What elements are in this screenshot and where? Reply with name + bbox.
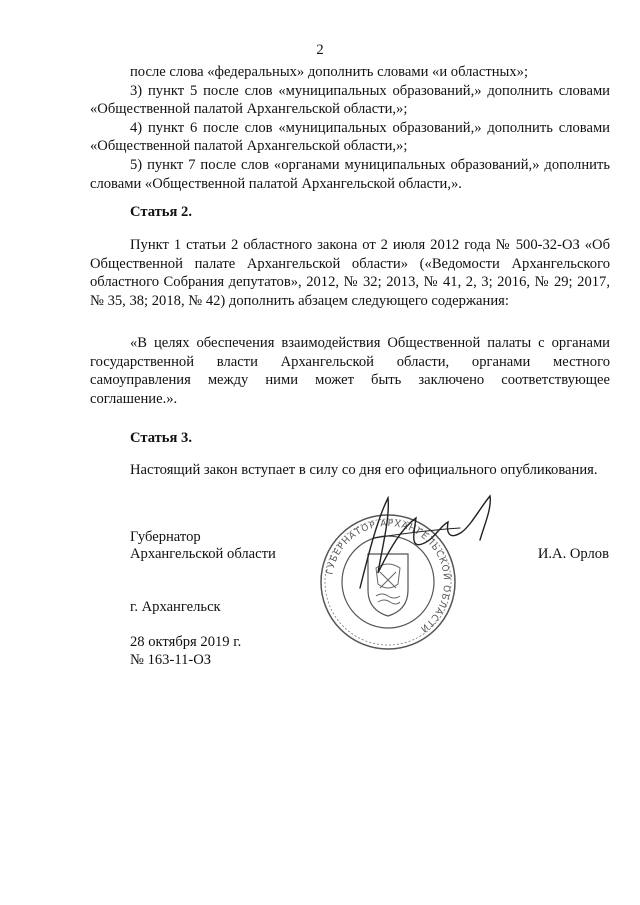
amendment-item: 5) пункт 7 после слов «органами муниципальных образований,» дополнить словами «Общественной палатой Архангельской области,». [90, 156, 610, 192]
handwritten-signature [330, 478, 510, 598]
amendment-item: 4) пункт 6 после слов «муниципальных образований,» дополнить словами «Общественной палатой Архангельской области,»; [90, 119, 610, 155]
law-number: № 163-11-ОЗ [130, 652, 212, 668]
city: г. Архангельск [130, 599, 221, 615]
article-3-heading: Статья 3. [130, 430, 192, 446]
article-2-quote: «В целях обеспечения взаимодействия Общественной палаты с органами государственной власти Архангельской области, органами местного самоуправления между ними может быть заключено соответствующее соглашение.». [90, 335, 610, 407]
article-3-text: Настоящий закон вступает в силу со дня его официального опубликования. [130, 462, 598, 478]
article-2-heading: Статья 2. [130, 204, 192, 220]
signatory-title-line2: Архангельской области [130, 546, 276, 562]
article-2-text: Пункт 1 статьи 2 областного закона от 2 июля 2012 года № 500-32-ОЗ «Об Общественной палате Архангельской области» («Ведомости Архангельского областного Собрания депутатов», 2012, № 32; 2013, № 41, 2, 3; 2016, № 29; 2017, № 35, 38; 2018, № 42) дополнить абзацем следующего содержания: [90, 237, 610, 309]
page-number: 2 [316, 42, 324, 58]
article-2-quote-block [90, 334, 610, 408]
article-3-body [90, 461, 610, 480]
amendment-item: после слова «федеральных» дополнить словами «и областных»; [130, 64, 529, 80]
signatory-title-line1: Губернатор [130, 529, 201, 545]
seal-text: ГУБЕРНАТОР АРХАНГЕЛЬСКОЙ ОБЛАСТИ [325, 518, 452, 635]
law-date: 28 октября 2019 г. [130, 634, 242, 650]
signatory-name: И.А. Орлов [537, 546, 609, 562]
amendments-list [90, 63, 610, 193]
article-2-body [90, 236, 610, 310]
amendment-item: 3) пункт 5 после слов «муниципальных образований,» дополнить словами «Общественной палатой Архангельской области,»; [90, 82, 610, 118]
